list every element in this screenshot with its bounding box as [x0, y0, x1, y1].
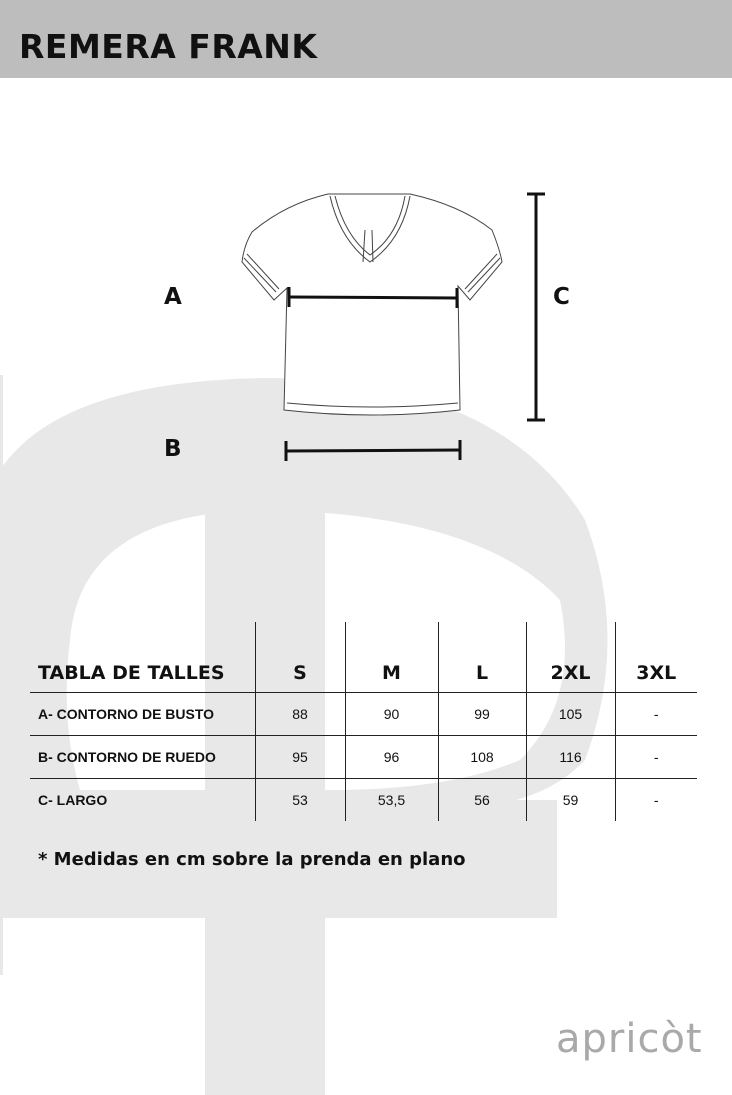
row-label: C- LARGO: [38, 792, 108, 808]
size-header: 2XL: [526, 622, 615, 693]
row-label: B- CONTORNO DE RUEDO: [30, 736, 255, 779]
table-cell: 95: [255, 736, 345, 779]
row-label: A- CONTORNO DE BUSTO: [30, 693, 255, 736]
table-row: [30, 693, 697, 736]
table-cell: 108: [438, 736, 526, 779]
table-cell: 53,5: [345, 779, 438, 822]
table-header-row: [30, 622, 697, 693]
label-b: B: [164, 436, 182, 462]
table-cell: 99: [438, 693, 526, 736]
table-cell: -: [615, 779, 697, 822]
table-title: TABLA DE TALLES: [30, 622, 255, 693]
table-cell: 59: [526, 779, 615, 822]
measure-line-c: [527, 194, 545, 420]
table-cell: 90: [345, 693, 438, 736]
tshirt-outline: [242, 194, 502, 415]
size-header: L: [438, 622, 526, 693]
table-cell: 88: [255, 693, 345, 736]
measurement-note: * Medidas en cm sobre la prenda en plano: [38, 849, 466, 870]
table-cell: 96: [345, 736, 438, 779]
size-header: S: [255, 622, 345, 693]
size-chart-table: [30, 622, 697, 821]
table-cell: -: [615, 693, 697, 736]
label-c: C: [553, 284, 570, 310]
table-cell: 56: [438, 779, 526, 822]
table-row: [30, 779, 697, 822]
page-title: REMERA FRANK: [19, 27, 318, 66]
size-header: M: [345, 622, 438, 693]
brand-logo: apricòt: [556, 1016, 703, 1062]
label-a: A: [164, 284, 182, 310]
table-cell: 116: [526, 736, 615, 779]
table-cell: 105: [526, 693, 615, 736]
size-header: 3XL: [615, 622, 697, 693]
measure-line-b: [286, 440, 460, 461]
table-cell: -: [615, 736, 697, 779]
table-row: [30, 736, 697, 779]
table-cell: 53: [255, 779, 345, 822]
